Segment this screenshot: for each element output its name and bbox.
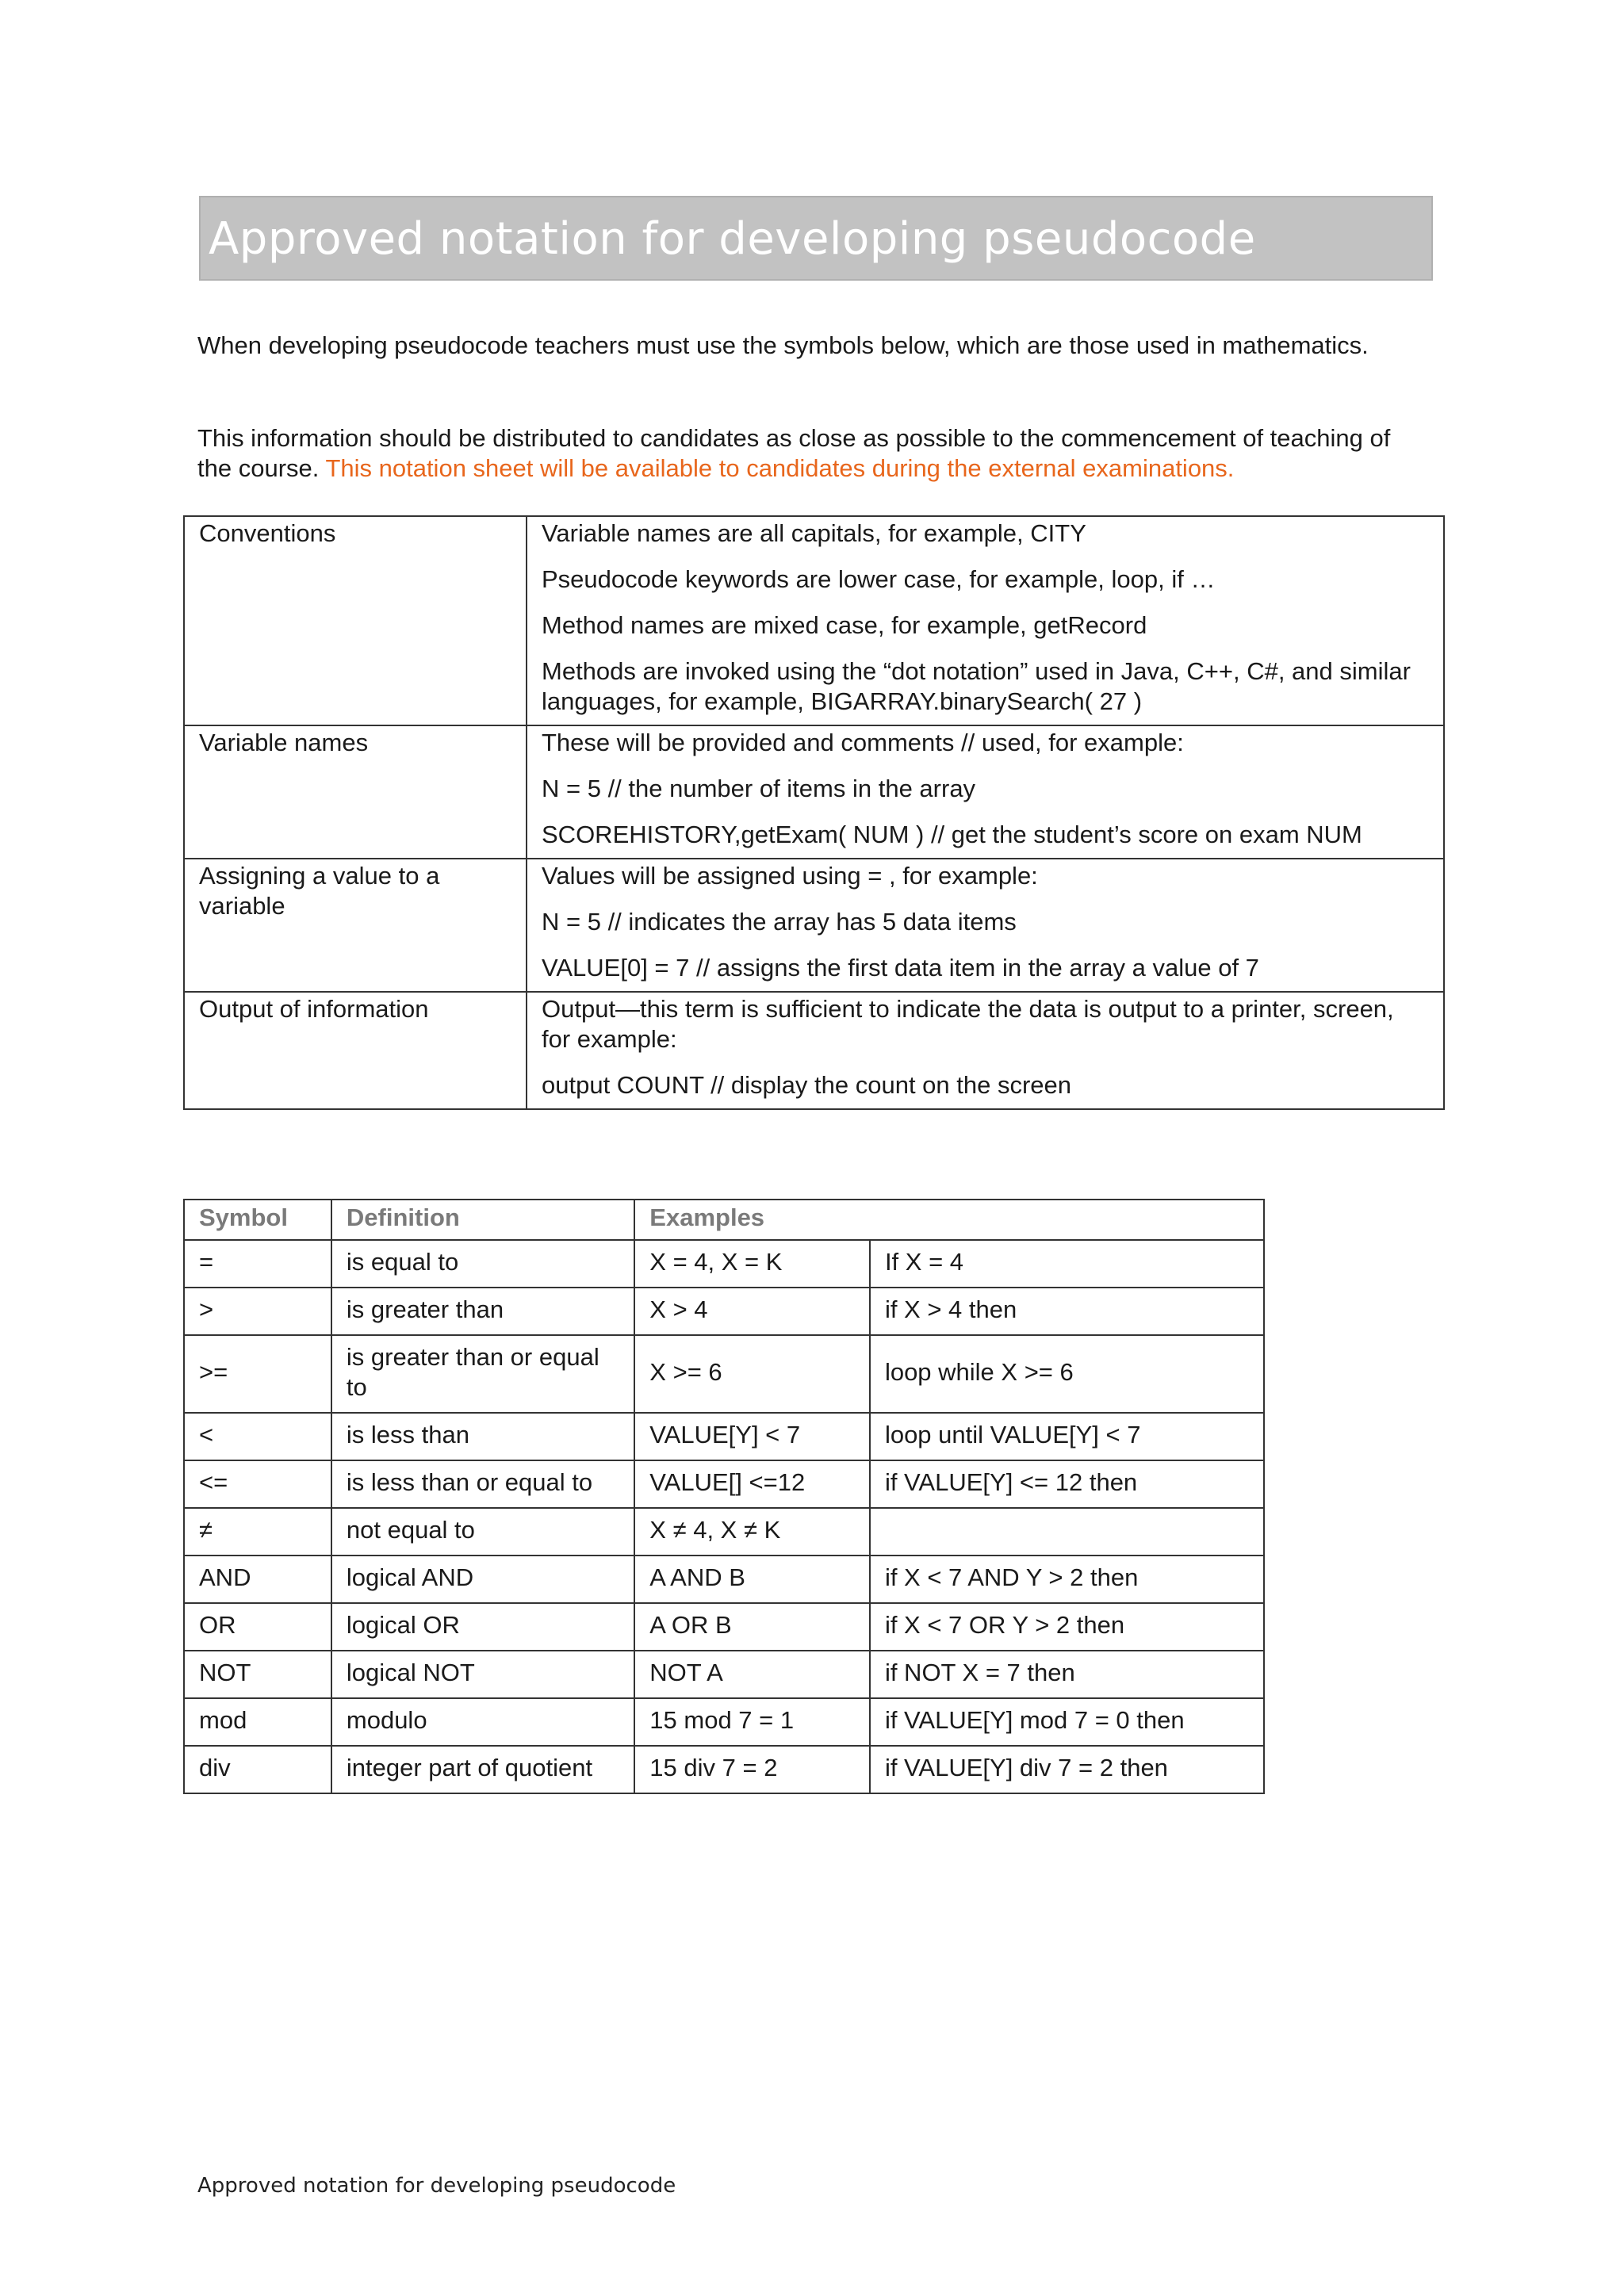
symbol-cell: NOT <box>184 1651 331 1698</box>
symbol-row <box>184 1240 1264 1288</box>
symbol-cell: OR <box>184 1603 331 1651</box>
symbol-cell: >= <box>184 1335 331 1413</box>
conventions-row <box>184 859 1444 992</box>
example-usage-cell: loop until VALUE[Y] < 7 <box>870 1413 1264 1460</box>
conventions-detail <box>527 859 1444 992</box>
intro-paragraph-2 <box>197 423 1429 484</box>
definition-cell: is greater than or equal to <box>331 1335 634 1413</box>
conventions-detail <box>527 992 1444 1109</box>
symbol-cell: mod <box>184 1698 331 1746</box>
symbol-cell: ≠ <box>184 1508 331 1556</box>
definition-cell: logical NOT <box>331 1651 634 1698</box>
example-cell: X >= 6 <box>634 1335 870 1413</box>
conventions-detail-line: Values will be assigned using = , for example: <box>542 862 1038 890</box>
conventions-label: Assigning a value to a variable <box>184 859 527 992</box>
definition-cell: integer part of quotient <box>331 1746 634 1793</box>
example-usage-cell: if NOT X = 7 then <box>870 1651 1264 1698</box>
example-usage-cell: if X > 4 then <box>870 1288 1264 1335</box>
page-title-banner <box>199 196 1433 281</box>
intro-paragraph-2-text: This information should be distributed to candidates as close as possible to the commencement of teaching of the course. <box>197 424 1391 482</box>
example-usage-cell: if VALUE[Y] div 7 = 2 then <box>870 1746 1264 1793</box>
definition-cell: not equal to <box>331 1508 634 1556</box>
symbol-cell: div <box>184 1746 331 1793</box>
conventions-detail <box>527 725 1444 859</box>
example-usage-cell <box>870 1508 1264 1556</box>
symbol-cell: > <box>184 1288 331 1335</box>
symbol-cell: AND <box>184 1556 331 1603</box>
example-cell: NOT A <box>634 1651 870 1698</box>
example-cell: A OR B <box>634 1603 870 1651</box>
conventions-detail-line: Output—this term is sufficient to indicate the data is output to a printer, screen, for example: <box>542 995 1394 1053</box>
conventions-label: Variable names <box>184 725 527 859</box>
conventions-detail-line: N = 5 // indicates the array has 5 data items <box>542 908 1017 936</box>
example-cell: X = 4, X = K <box>634 1240 870 1288</box>
example-usage-cell: if VALUE[Y] mod 7 = 0 then <box>870 1698 1264 1746</box>
header-symbol: Symbol <box>184 1200 331 1240</box>
symbol-row <box>184 1603 1264 1651</box>
definition-cell: logical AND <box>331 1556 634 1603</box>
symbol-row <box>184 1556 1264 1603</box>
definition-cell: is less than <box>331 1413 634 1460</box>
symbol-row <box>184 1698 1264 1746</box>
exam-availability-note: This notation sheet will be available to candidates during the external examinations. <box>325 454 1235 482</box>
header-examples: Examples <box>634 1200 1264 1240</box>
conventions-detail-line: Variable names are all capitals, for example, CITY <box>542 519 1086 547</box>
definition-cell: is less than or equal to <box>331 1460 634 1508</box>
conventions-detail-line: Methods are invoked using the “dot notation” used in Java, C++, C#, and similar languages, for example, BIGARRAY.binarySearch( 27 ) <box>542 657 1411 715</box>
example-cell: X ≠ 4, X ≠ K <box>634 1508 870 1556</box>
example-cell: 15 mod 7 = 1 <box>634 1698 870 1746</box>
example-usage-cell: If X = 4 <box>870 1240 1264 1288</box>
intro-paragraph-1: When developing pseudocode teachers must use the symbols below, which are those used in mathematics. <box>197 331 1369 359</box>
example-usage-cell: if X < 7 AND Y > 2 then <box>870 1556 1264 1603</box>
conventions-row <box>184 725 1444 859</box>
conventions-row <box>184 516 1444 725</box>
conventions-detail <box>527 516 1444 725</box>
symbols-table <box>183 1199 1265 1794</box>
symbol-row <box>184 1413 1264 1460</box>
example-cell: VALUE[] <=12 <box>634 1460 870 1508</box>
example-cell: A AND B <box>634 1556 870 1603</box>
page-footer: Approved notation for developing pseudocode <box>197 2174 676 2198</box>
conventions-detail-line: SCOREHISTORY,getExam( NUM ) // get the student’s score on exam NUM <box>542 821 1362 848</box>
definition-cell: modulo <box>331 1698 634 1746</box>
conventions-detail-line: These will be provided and comments // used, for example: <box>542 729 1184 756</box>
conventions-label: Output of information <box>184 992 527 1109</box>
definition-cell: logical OR <box>331 1603 634 1651</box>
conventions-detail-line: VALUE[0] = 7 // assigns the first data item in the array a value of 7 <box>542 954 1259 982</box>
conventions-detail-line: Method names are mixed case, for example, getRecord <box>542 611 1147 639</box>
definition-cell: is equal to <box>331 1240 634 1288</box>
example-usage-cell: if VALUE[Y] <= 12 then <box>870 1460 1264 1508</box>
example-cell: X > 4 <box>634 1288 870 1335</box>
conventions-row <box>184 992 1444 1109</box>
symbol-cell: = <box>184 1240 331 1288</box>
symbol-cell: < <box>184 1413 331 1460</box>
symbol-cell: <= <box>184 1460 331 1508</box>
example-usage-cell: if X < 7 OR Y > 2 then <box>870 1603 1264 1651</box>
example-cell: VALUE[Y] < 7 <box>634 1413 870 1460</box>
conventions-detail-line: N = 5 // the number of items in the array <box>542 775 976 802</box>
symbols-table-header <box>184 1200 1264 1240</box>
conventions-table <box>183 515 1445 1110</box>
definition-cell: is greater than <box>331 1288 634 1335</box>
example-usage-cell: loop while X >= 6 <box>870 1335 1264 1413</box>
header-definition: Definition <box>331 1200 634 1240</box>
symbol-row <box>184 1288 1264 1335</box>
conventions-detail-line: Pseudocode keywords are lower case, for example, loop, if … <box>542 565 1216 593</box>
example-cell: 15 div 7 = 2 <box>634 1746 870 1793</box>
symbol-row <box>184 1335 1264 1413</box>
symbol-row <box>184 1746 1264 1793</box>
symbol-row <box>184 1460 1264 1508</box>
conventions-detail-line: output COUNT // display the count on the screen <box>542 1071 1072 1099</box>
symbol-row <box>184 1508 1264 1556</box>
conventions-label: Conventions <box>184 516 527 725</box>
symbol-row <box>184 1651 1264 1698</box>
page-title: Approved notation for developing pseudocode <box>209 213 1256 265</box>
